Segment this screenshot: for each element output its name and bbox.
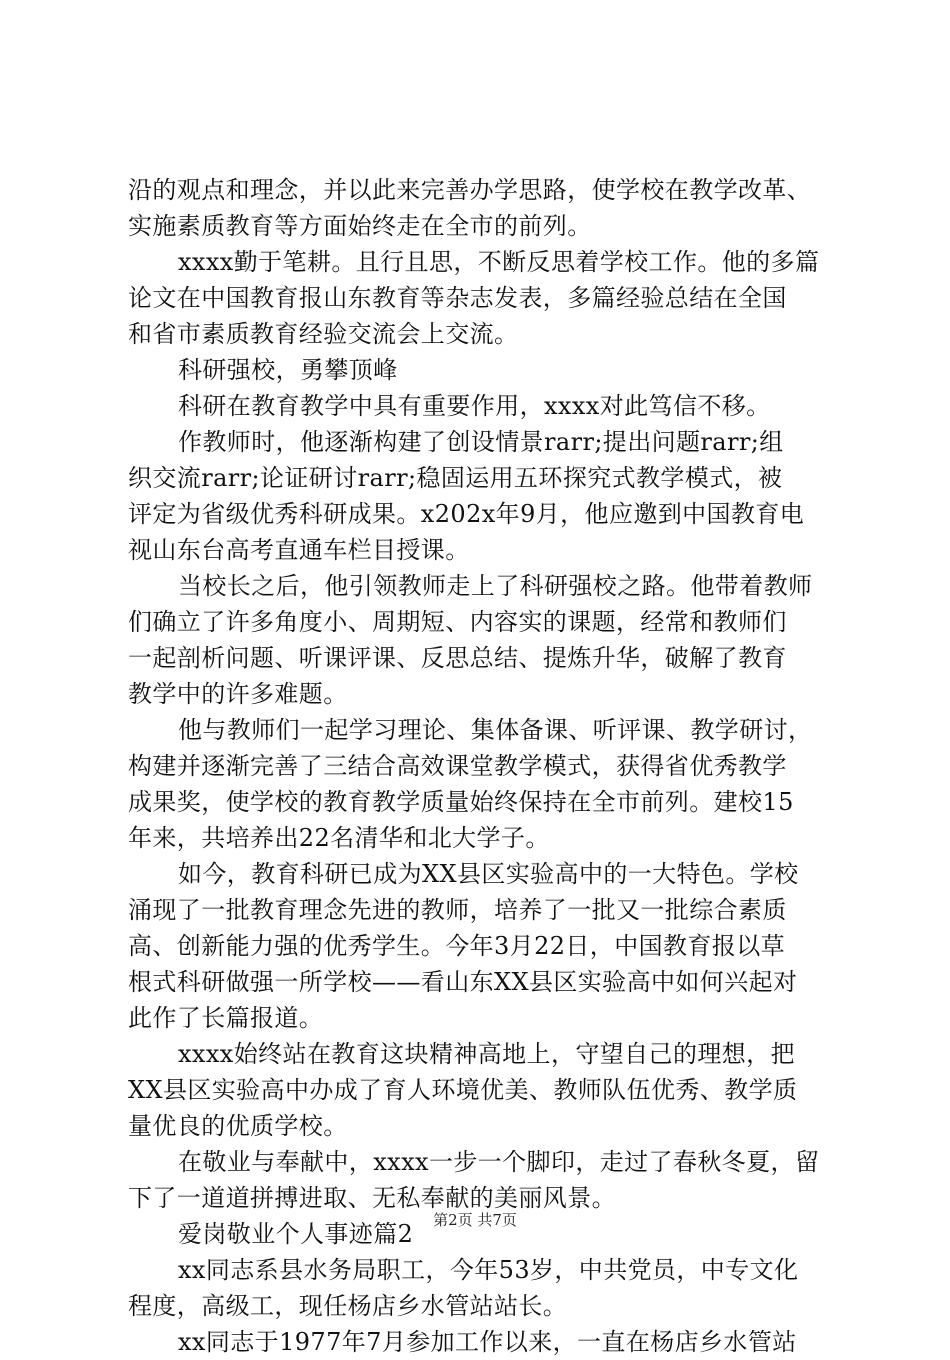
text-line: 和省市素质教育经验交流会上交流。 (128, 320, 519, 348)
text-line: xxxx勤于笔耕。且行且思，不断反思着学校工作。他的多篇 (178, 248, 820, 276)
text-line: xx同志于1977年7月参加工作以来，一直在杨店乡水管站 (178, 1328, 797, 1356)
text-line: 根式科研做强一所学校——看山东XX县区实验高中如何兴起对 (128, 968, 798, 996)
text-line: 织交流rarr;论证研讨rarr;稳固运用五环探究式教学模式，被 (128, 464, 783, 492)
section-heading: 爱岗敬业个人事迹篇2 (178, 1220, 414, 1248)
text-line: 评定为省级优秀科研成果。x202x年9月，他应邀到中国教育电 (128, 500, 805, 528)
text-line: 程度，高级工，现任杨店乡水管站站长。 (128, 1292, 568, 1320)
text-line: 沿的观点和理念，并以此来完善办学思路，使学校在教学改革、 (128, 176, 812, 204)
text-line: 教学中的许多难题。 (128, 680, 348, 708)
text-line: 当校长之后，他引领教师走上了科研强校之路。他带着教师 (178, 572, 813, 600)
text-line: 论文在中国教育报山东教育等杂志发表，多篇经验总结在全国 (128, 284, 787, 312)
text-line: 作教师时，他逐渐构建了创设情景rarr;提出问题rarr;组 (178, 428, 784, 456)
section-heading: 科研强校，勇攀顶峰 (178, 356, 398, 384)
text-line: 一起剖析问题、听课评课、反思总结、提炼升华，破解了教育 (128, 644, 787, 672)
page-number-footer: 第2页 共7页 (433, 1211, 517, 1229)
text-line: 量优良的优质学校。 (128, 1112, 348, 1140)
text-line: xx同志系县水务局职工，今年53岁，中共党员，中专文化 (178, 1256, 799, 1284)
text-line: 此作了长篇报道。 (128, 1004, 324, 1032)
text-line: 视山东台高考直通车栏目授课。 (128, 536, 470, 564)
text-line: 年来，共培养出22名清华和北大学子。 (128, 824, 550, 852)
text-line: 实施素质教育等方面始终走在全市的前列。 (128, 212, 592, 240)
text-line: 高、创新能力强的优秀学生。今年3月22日，中国教育报以草 (128, 932, 786, 960)
text-line: 成果奖，使学校的教育教学质量始终保持在全市前列。建校15 (128, 788, 794, 816)
text-line: 在敬业与奉献中，xxxx一步一个脚印，走过了春秋冬夏，留 (178, 1148, 820, 1176)
text-line: 科研在教育教学中具有重要作用，xxxx对此笃信不移。 (178, 392, 771, 420)
text-line: xxxx始终站在教育这块精神高地上，守望自己的理想，把 (178, 1040, 795, 1068)
text-line: 们确立了许多角度小、周期短、内容实的课题，经常和教师们 (128, 608, 787, 636)
text-line: 涌现了一批教育理念先进的教师，培养了一批又一批综合素质 (128, 896, 787, 924)
text-line: 他与教师们一起学习理论、集体备课、听评课、教学研讨， (178, 716, 813, 744)
document-body (128, 172, 834, 1360)
text-line: 下了一道道拼搏进取、无私奉献的美丽风景。 (128, 1184, 616, 1212)
text-line: 构建并逐渐完善了三结合高效课堂教学模式，获得省优秀教学 (128, 752, 787, 780)
text-line: 如今，教育科研已成为XX县区实验高中的一大特色。学校 (178, 860, 799, 888)
text-line: XX县区实验高中办成了育人环境优美、教师队伍优秀、教学质 (128, 1076, 798, 1104)
